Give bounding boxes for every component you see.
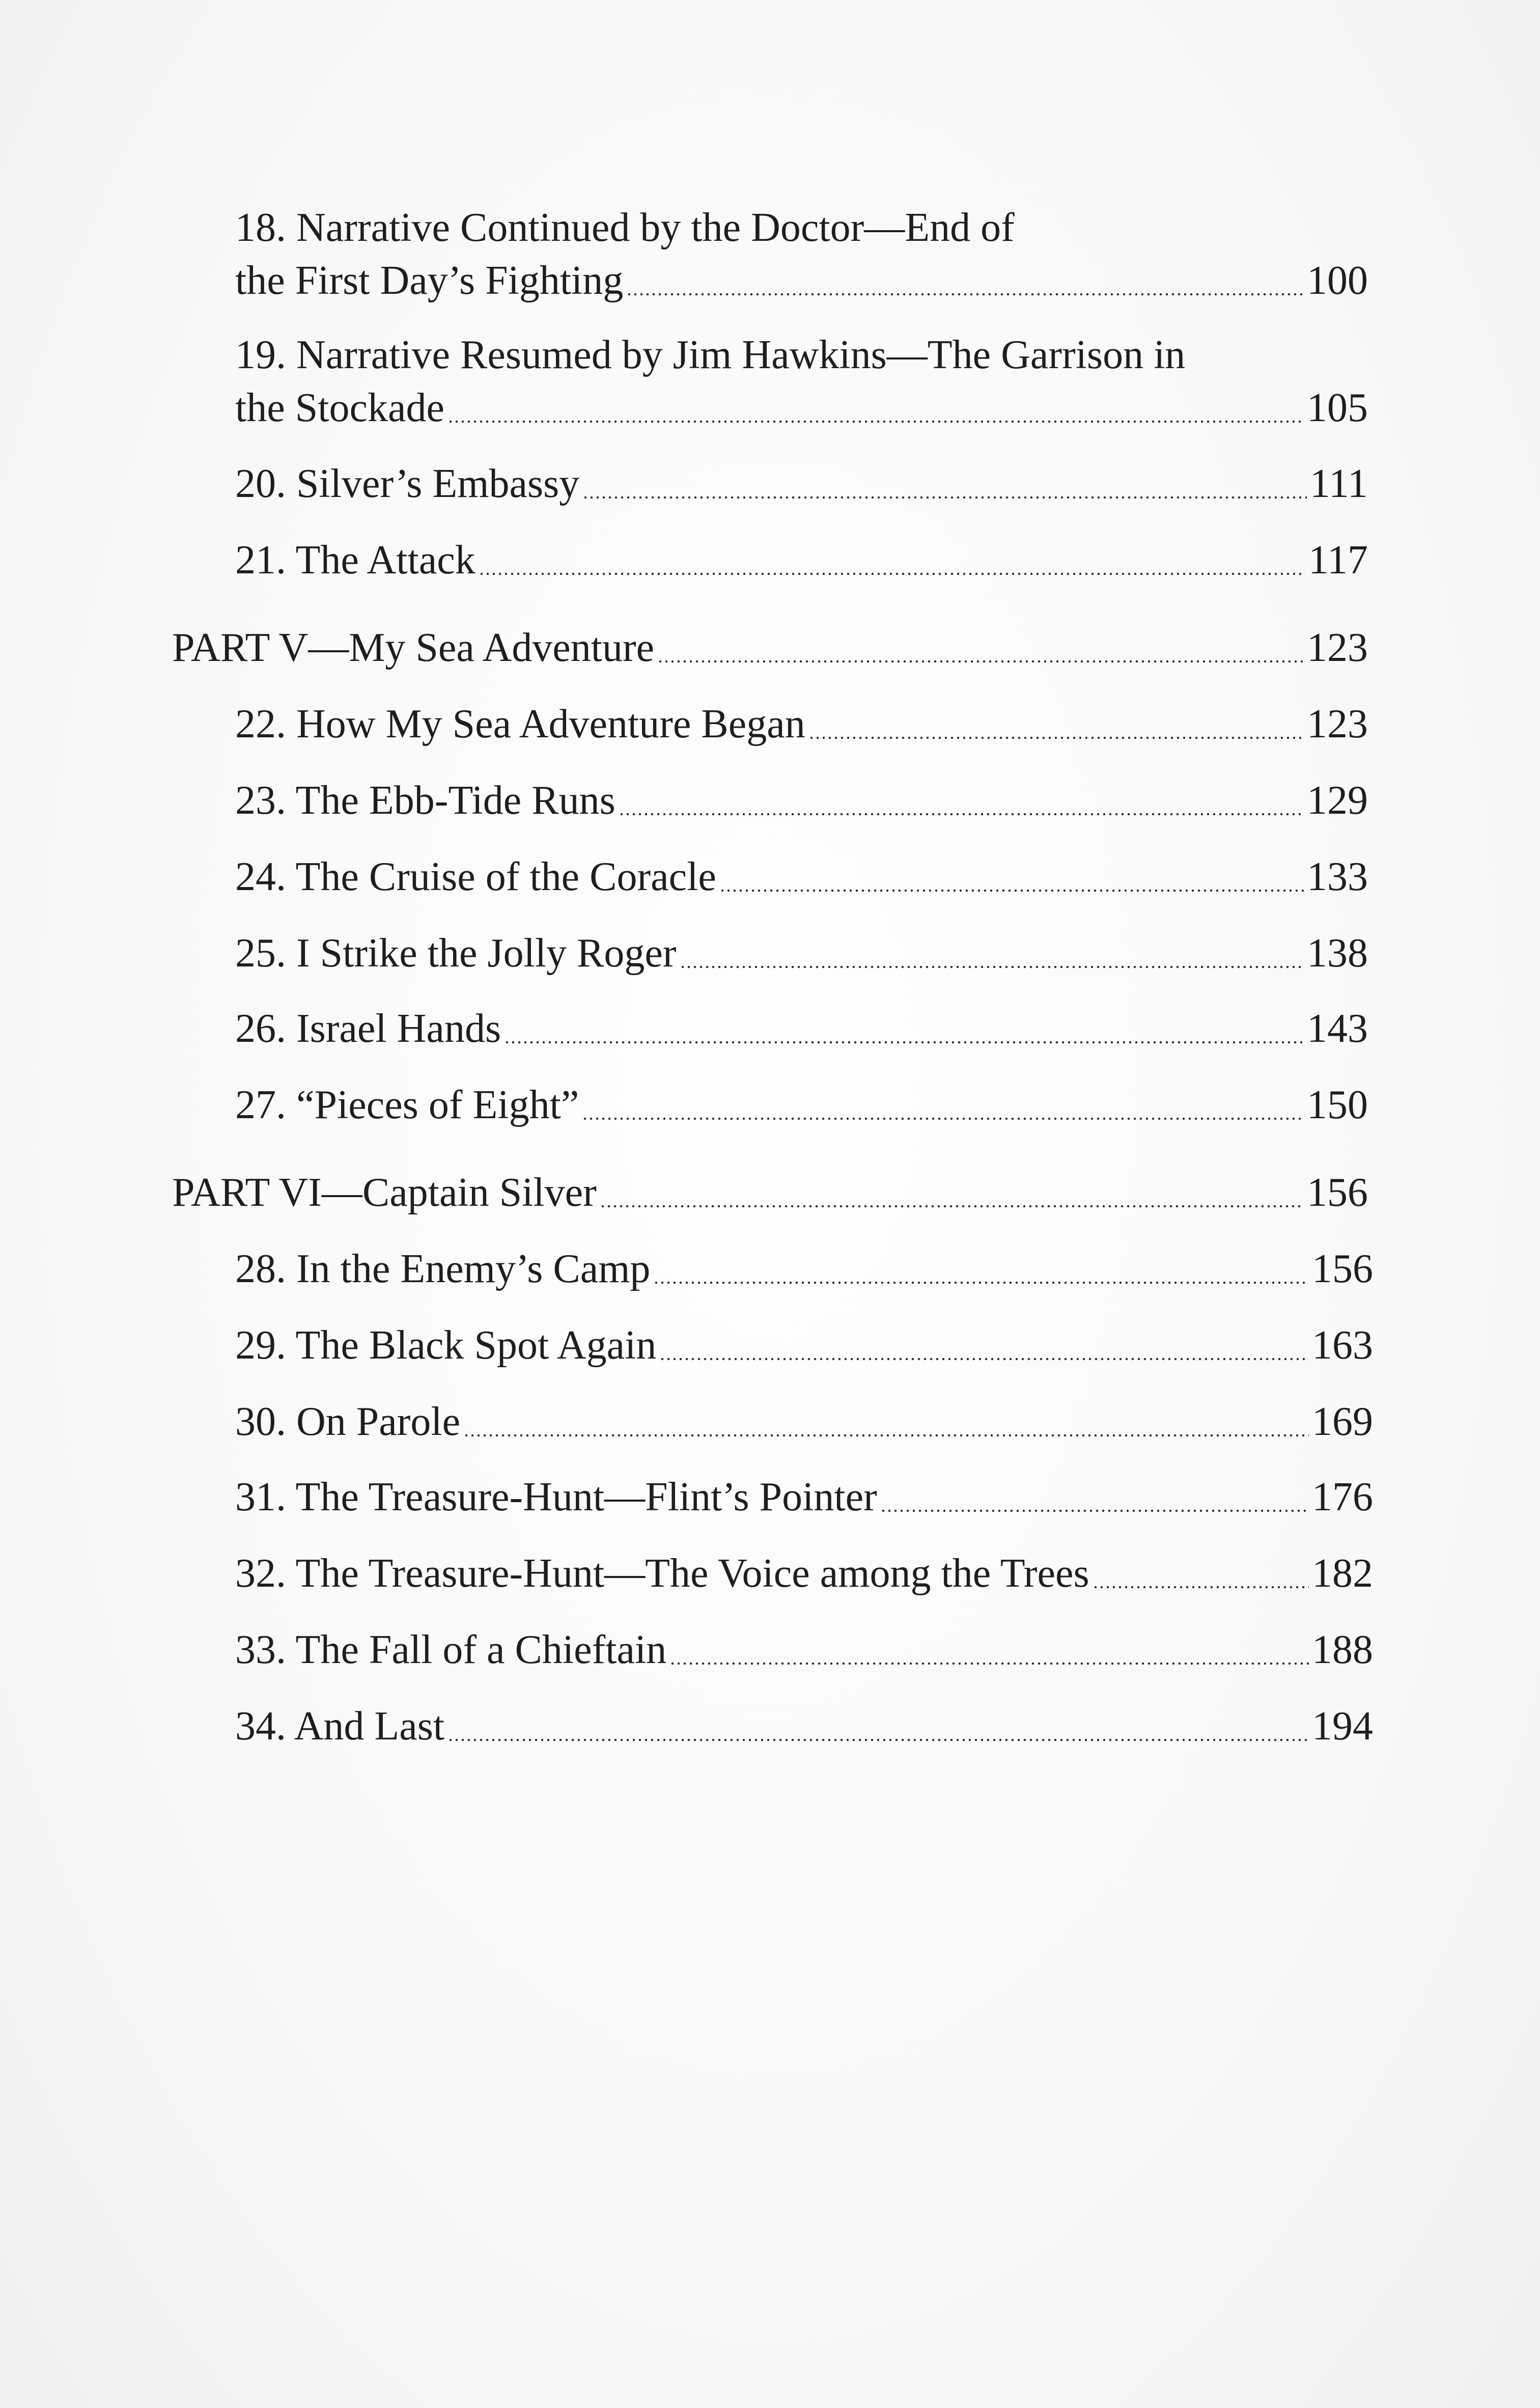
dot-leader [619,813,1304,816]
toc-entry-title: 30. On Parole [235,1399,461,1444]
toc-entry-leader-row [235,1700,1373,1753]
dot-leader [600,1205,1304,1208]
toc-page-number: 150 [1307,1083,1368,1127]
toc-entry-title: 31. The Treasure-Hunt—Flint’s Pointer [235,1475,877,1519]
toc-entry-title: 25. I Strike the Jolly Roger [235,931,677,976]
dot-leader [479,572,1305,575]
toc-page-number: 156 [1307,1170,1368,1215]
toc-entry-title-line1: 18. Narrative Continued by the Doctor—End of [235,205,1015,250]
dot-leader [447,1738,1309,1741]
toc-entry-leader-row [172,621,1368,674]
dot-leader [447,420,1304,423]
dot-leader [669,1662,1309,1665]
toc-page-number: 123 [1307,702,1368,746]
dot-leader [719,889,1304,892]
dot-leader [808,736,1304,739]
toc-entry-title: 26. Israel Hands [235,1006,501,1051]
dot-leader [680,965,1304,968]
toc-entry-leader-row [235,774,1368,827]
toc-entry-leader-row [235,850,1368,903]
dot-leader [657,660,1304,663]
dot-leader [504,1041,1304,1044]
toc-entry-title: 33. The Fall of a Chieftain [235,1627,667,1672]
toc-entry-title: 32. The Treasure-Hunt—The Voice among the Trees [235,1551,1089,1596]
toc-entry-title: 24. The Cruise of the Coracle [235,854,716,899]
toc-page-number: 129 [1307,778,1368,823]
toc-entry-leader-row [235,534,1368,587]
dot-leader [653,1281,1309,1284]
dot-leader [463,1434,1309,1437]
toc-entry-title: 27. “Pieces of Eight” [235,1083,579,1127]
toc-page-number: 194 [1312,1704,1373,1749]
toc-entry-title-line1: 19. Narrative Resumed by Jim Hawkins—The Garrison in [235,333,1186,377]
toc-entry-leader-row [235,1395,1373,1448]
dot-leader [659,1358,1309,1361]
toc-entry-title: 20. Silver’s Embassy [235,461,580,506]
toc-entry-title-line2: the First Day’s Fighting [235,258,624,303]
toc-page-number: 117 [1308,538,1368,583]
toc-page-number: 105 [1307,385,1368,430]
toc-entry-leader-row [235,1471,1373,1524]
toc-entry-leader-row [235,254,1368,307]
toc-page-number: 176 [1312,1475,1373,1519]
dot-leader [582,1117,1304,1120]
dot-leader [582,496,1307,499]
toc-page-number: 143 [1307,1006,1368,1051]
toc-entry-leader-row [235,927,1368,980]
toc-entry-leader-row [235,1623,1373,1676]
toc-page-number: 138 [1307,931,1368,976]
toc-part-title: PART VI—Captain Silver [172,1170,597,1215]
dot-leader [1093,1586,1309,1589]
toc-entry-leader-row [172,1166,1368,1219]
toc-entry-leader-row [235,457,1368,510]
toc-page-number: 123 [1307,625,1368,670]
toc-page-number: 156 [1312,1247,1373,1291]
toc-page-number: 100 [1307,258,1368,303]
toc-entry-leader-row [235,1547,1373,1600]
toc-entry-leader-row [235,1319,1373,1372]
toc-entry-title: 21. The Attack [235,538,475,583]
toc-entry-leader-row [235,1242,1373,1295]
dot-leader [880,1509,1309,1512]
toc-entry-title: 29. The Black Spot Again [235,1323,657,1368]
toc-entry-leader-row [235,1002,1368,1055]
toc-page-number: 163 [1312,1323,1373,1368]
toc-entry-leader-row [235,1078,1368,1131]
toc-entry-title: 34. And Last [235,1704,445,1749]
toc-entry-leader-row [235,698,1368,751]
toc-page-number: 169 [1312,1399,1373,1444]
toc-entry-title: 22. How My Sea Adventure Began [235,702,805,746]
toc-page-number: 188 [1312,1627,1373,1672]
dot-leader [626,293,1304,296]
toc-entry-title: 23. The Ebb-Tide Runs [235,778,615,823]
toc-entry-leader-row [235,381,1368,434]
toc-entry-title: 28. In the Enemy’s Camp [235,1247,651,1291]
toc-part-title: PART V—My Sea Adventure [172,625,655,670]
toc-page-number: 111 [1309,461,1368,506]
toc-entry-title-line2: the Stockade [235,385,444,430]
toc-page-number: 133 [1307,854,1368,899]
toc-page-number: 182 [1312,1551,1373,1596]
